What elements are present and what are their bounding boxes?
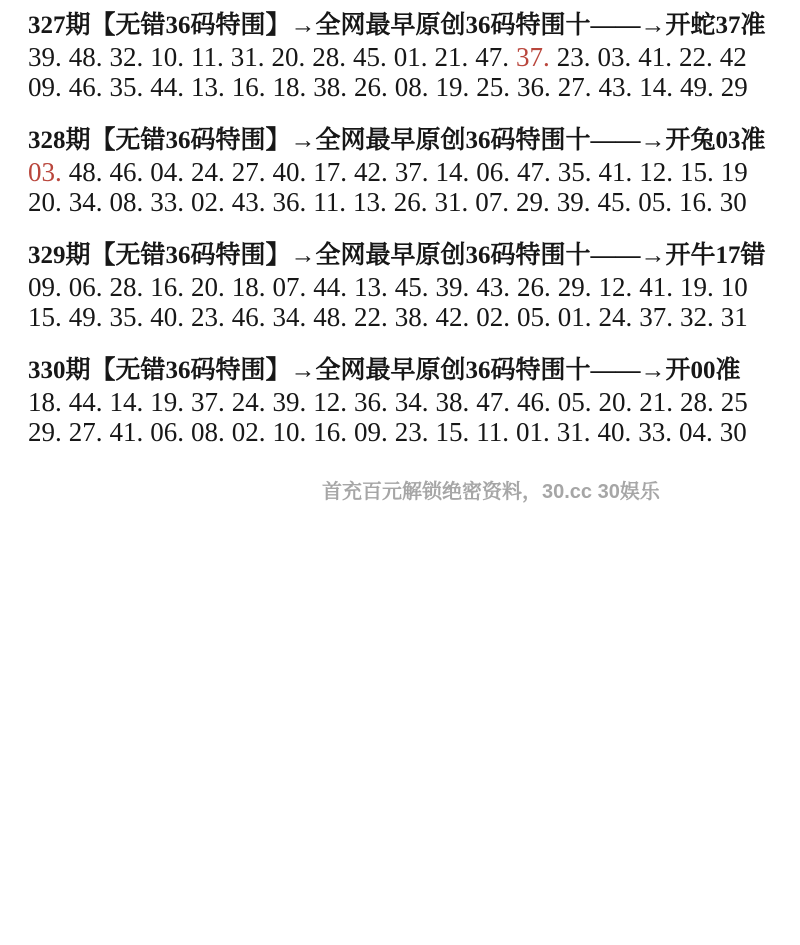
number-row [28, 302, 800, 332]
prediction-block [28, 354, 800, 447]
number-cell: 41. [109, 417, 144, 447]
number-cell: 20. [598, 387, 633, 417]
number-cell: 09. [28, 272, 62, 302]
number-cell: 26. [393, 187, 428, 217]
number-cell: 48. [68, 157, 103, 187]
number-cell: 09. [28, 72, 62, 102]
number-cell: 06. [150, 417, 184, 447]
number-cell: 11. [313, 187, 346, 217]
number-cell: 47. [517, 157, 551, 187]
number-cell: 11. [476, 417, 509, 447]
number-cell: 29. [28, 417, 62, 447]
number-cell: 08. [394, 72, 429, 102]
number-cell: 02. [191, 187, 225, 217]
number-cell: 43. [231, 187, 266, 217]
number-cell: 34. [394, 387, 429, 417]
number-cell: 38. [313, 72, 347, 102]
number-row [28, 157, 800, 187]
number-cell: 17. [313, 157, 347, 187]
number-cell: 04. [679, 417, 713, 447]
number-cell: 11. [191, 42, 224, 72]
number-cell: 12. [313, 387, 347, 417]
block-header: 327期【无错36码特围】→全网最早原创36码特围十——→开蛇37准 [28, 12, 766, 39]
number-cell: 45. [394, 272, 429, 302]
number-cell: 33. [638, 417, 672, 447]
number-cell: 14. [109, 387, 144, 417]
number-cell: 15. [680, 157, 714, 187]
number-cell: 19 [720, 157, 748, 187]
watermark-text: 首充百元解锁绝密资料，30.cc 30娱乐 [322, 481, 660, 503]
number-row [28, 272, 800, 302]
number-cell: 18. [28, 387, 62, 417]
number-cell: 41. [598, 157, 633, 187]
number-cell: 20. [28, 187, 62, 217]
number-cell: 06. [476, 157, 510, 187]
number-cell: 19. [435, 72, 470, 102]
number-row [28, 387, 800, 417]
number-cell: 46. [231, 302, 266, 332]
number-cell: 15. [28, 302, 62, 332]
number-cell: 01. [557, 302, 592, 332]
number-cell: 47. [476, 387, 510, 417]
number-cell: 06. [68, 272, 103, 302]
number-cell: 16. [231, 72, 266, 102]
number-cell: 45. [353, 42, 387, 72]
number-cell: 48. [68, 42, 103, 72]
number-cell: 37. [639, 302, 673, 332]
block-header: 328期【无错36码特围】→全网最早原创36码特围十——→开兔03准 [28, 127, 766, 154]
number-cell: 20. [191, 272, 225, 302]
number-cell: 23. [556, 42, 591, 72]
number-cell: 33. [150, 187, 184, 217]
number-cell: 01. [393, 42, 428, 72]
winning-number: 37. [516, 42, 550, 72]
number-cell: 13. [353, 187, 387, 217]
number-cell: 47. [475, 42, 509, 72]
number-cell: 49. [68, 302, 103, 332]
number-cell: 02. [231, 417, 266, 447]
number-cell: 10. [150, 42, 184, 72]
number-cell: 29. [516, 187, 550, 217]
number-cell: 46. [109, 157, 144, 187]
number-cell: 36. [272, 187, 307, 217]
number-cell: 37. [191, 387, 225, 417]
number-row [28, 187, 800, 217]
number-cell: 41. [638, 42, 672, 72]
number-cell: 15. [435, 417, 470, 447]
number-cell: 40. [272, 157, 307, 187]
number-cell: 35. [109, 72, 144, 102]
number-cell: 07. [272, 272, 307, 302]
number-cell: 21. [434, 42, 469, 72]
number-cell: 05. [638, 187, 672, 217]
number-cell: 28. [109, 272, 144, 302]
number-cell: 13. [354, 272, 388, 302]
number-cell: 09. [354, 417, 388, 447]
number-cell: 35. [557, 157, 592, 187]
number-cell: 19. [150, 387, 184, 417]
number-cell: 44. [313, 272, 347, 302]
number-cell: 29 [720, 72, 748, 102]
number-row [28, 42, 800, 72]
block-header: 329期【无错36码特围】→全网最早原创36码特围十——→开牛17错 [28, 242, 766, 269]
number-cell: 27. [68, 417, 103, 447]
number-cell: 16. [313, 417, 347, 447]
number-cell: 30 [719, 187, 747, 217]
number-cell: 10. [272, 417, 307, 447]
number-cell: 43. [598, 72, 633, 102]
number-cell: 39. [556, 187, 591, 217]
number-row [28, 417, 800, 447]
number-cell: 28. [680, 387, 714, 417]
number-cell: 26. [517, 272, 551, 302]
prediction-block [28, 9, 800, 102]
number-cell: 42. [435, 302, 470, 332]
number-cell: 01. [516, 417, 550, 447]
prediction-block [28, 239, 800, 332]
number-cell: 21. [639, 387, 673, 417]
number-cell: 44. [150, 72, 184, 102]
number-cell: 24. [598, 302, 633, 332]
number-cell: 39. [28, 42, 62, 72]
number-cell: 45. [597, 187, 632, 217]
number-cell: 16. [150, 272, 184, 302]
number-cell: 13. [191, 72, 225, 102]
number-cell: 29. [557, 272, 592, 302]
number-cell: 08. [191, 417, 225, 447]
number-cell: 18. [231, 272, 266, 302]
number-cell: 16. [679, 187, 713, 217]
number-cell: 42 [719, 42, 747, 72]
number-cell: 31. [434, 187, 469, 217]
number-cell: 23. [191, 302, 225, 332]
number-cell: 08. [109, 187, 144, 217]
number-cell: 03. [597, 42, 632, 72]
number-cell: 34. [68, 187, 103, 217]
number-cell: 28. [312, 42, 346, 72]
number-cell: 24. [191, 157, 225, 187]
number-row [28, 72, 800, 102]
number-cell: 24. [231, 387, 266, 417]
number-cell: 20. [271, 42, 306, 72]
winning-number: 03. [28, 157, 62, 187]
number-cell: 49. [680, 72, 714, 102]
number-cell: 27. [557, 72, 592, 102]
number-cell: 44. [68, 387, 103, 417]
number-cell: 42. [354, 157, 388, 187]
number-cell: 14. [435, 157, 470, 187]
number-cell: 40. [150, 302, 184, 332]
number-cell: 19. [680, 272, 714, 302]
number-cell: 30 [719, 417, 747, 447]
number-cell: 36. [517, 72, 551, 102]
number-cell: 37. [394, 157, 429, 187]
number-cell: 26. [354, 72, 388, 102]
number-cell: 22. [354, 302, 388, 332]
number-cell: 18. [272, 72, 307, 102]
number-cell: 43. [476, 272, 510, 302]
number-cell: 27. [231, 157, 266, 187]
number-cell: 46. [517, 387, 551, 417]
number-cell: 38. [435, 387, 470, 417]
number-cell: 25. [476, 72, 510, 102]
number-cell: 05. [557, 387, 592, 417]
number-cell: 31. [230, 42, 265, 72]
number-cell: 02. [476, 302, 510, 332]
number-cell: 22. [679, 42, 713, 72]
number-cell: 10 [720, 272, 748, 302]
number-cell: 32. [680, 302, 714, 332]
number-cell: 25 [720, 387, 748, 417]
number-cell: 14. [639, 72, 673, 102]
number-cell: 36. [354, 387, 388, 417]
prediction-block [28, 124, 800, 217]
prediction-list [28, 9, 800, 447]
number-cell: 23. [394, 417, 429, 447]
number-cell: 12. [639, 157, 673, 187]
number-cell: 31 [720, 302, 748, 332]
number-cell: 38. [394, 302, 429, 332]
number-cell: 07. [475, 187, 509, 217]
number-cell: 39. [272, 387, 307, 417]
number-cell: 41. [639, 272, 673, 302]
number-cell: 12. [598, 272, 633, 302]
block-header: 330期【无错36码特围】→全网最早原创36码特围十——→开00准 [28, 357, 741, 384]
number-cell: 35. [109, 302, 144, 332]
number-cell: 39. [435, 272, 470, 302]
number-cell: 40. [597, 417, 632, 447]
number-cell: 05. [517, 302, 551, 332]
number-cell: 31. [556, 417, 591, 447]
number-cell: 04. [150, 157, 184, 187]
number-cell: 34. [272, 302, 307, 332]
number-cell: 32. [109, 42, 144, 72]
number-cell: 48. [313, 302, 347, 332]
number-cell: 46. [68, 72, 103, 102]
